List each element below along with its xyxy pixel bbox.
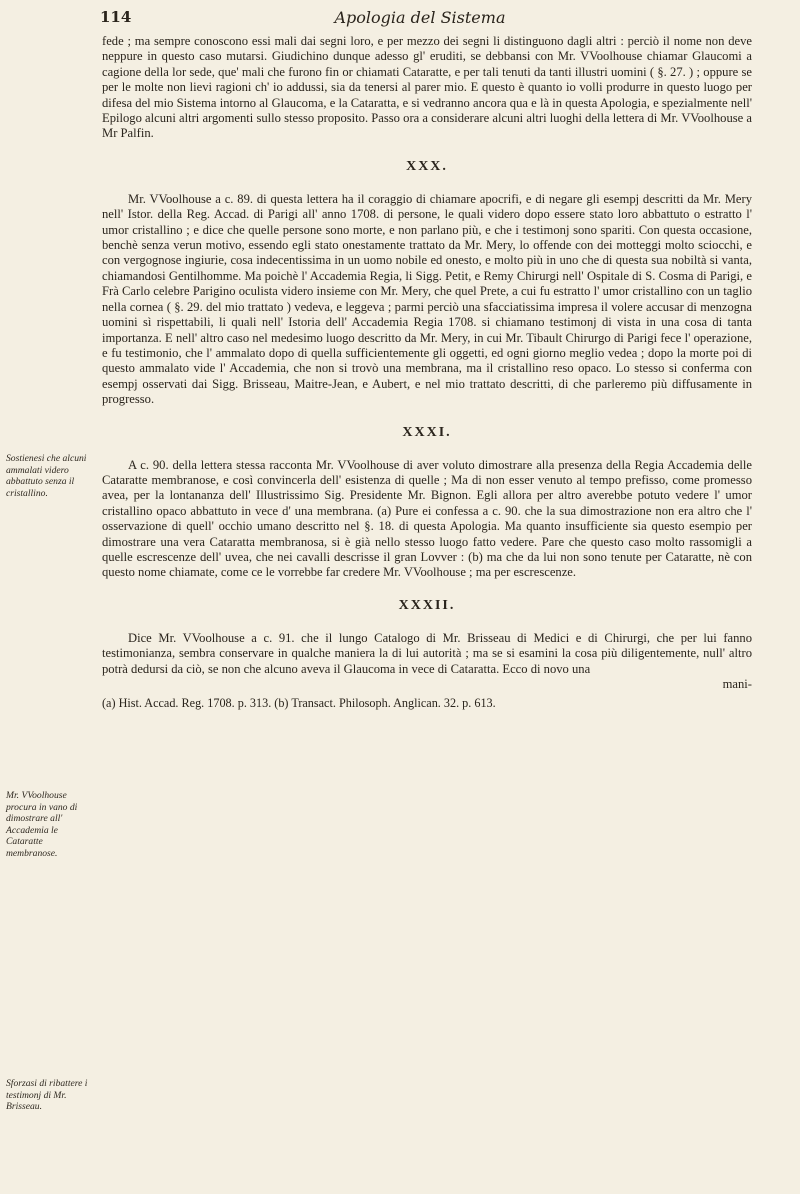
section-heading: XXXII. <box>398 597 456 613</box>
running-title: Apologia del Sistema <box>334 8 506 27</box>
catchword: mani- <box>722 677 752 691</box>
margin-note-1: Sostienesi che alcuni ammalati videro abbattuto senza il cristallino. <box>6 453 87 499</box>
page-number: 114 <box>100 8 132 26</box>
running-header <box>100 8 740 30</box>
paragraph: Dice Mr. VVoolhouse a c. 91. che il lungo Catalogo di Mr. Brisseau di Medici e di Chirurgi, che per lui fanno testimonianza, sembra conservare in qualche maniera la di lui autorità ; ma se si esamini la cosa più diligentemente, null' altro potrà dedursi da ciò, se non che alcuno aveva il Glaucoma in vece di Cataratta. Ecco di novo una <box>102 630 752 676</box>
section-heading: XXXI. <box>402 424 452 440</box>
page-body <box>102 34 752 723</box>
section-heading: XXX. <box>406 158 448 174</box>
paragraph: Mr. VVoolhouse a c. 89. di questa lettera ha il coraggio di chiamare apocrifi, e di negare gli esempj descritti da Mr. Mery nell' Istor. della Reg. Accad. di Parigi all' anno 1708. di persone, le quali videro dopo essere stato loro abbattuto o estratto l' umor cristallino ; e dice che quelle persone sono morte, e non parlano più, e che i testimonj sono spariti. Con questa occasione, benchè senza verun motivo, essendo egli stato onestamente trattato da Mr. Mery, lo offende con dei motteggi molto sciocchi, e con vergognose ingiurie, cosa indecentissima in un uomo nobile ed onesto, e molto più in uno che di questa sua nobiltà si vanta, chiamandosi Gentilhomme. Ma poichè l' Accademia Regia, li Sigg. Petit, e Remy Chirurgi nell' Ospitale di S. Cosma di Parigi, e Frà Carlo celebre Parigino oculista videro insieme con Mr. Mery, che quel Prete, a cui fu estratto l' umor cristallino con un taglio nella cornea ( §. 29. del mio trattato ) vedeva, e leggeva ; parmi perciò una sfacciatissima impresa il volere accusar di menzogna uomini sì rispettabili, li quali nell' Istoria dell' Accademia Regia 1708. si chiamano testimonj di vista in una cosa di tanta importanza. E nell' altro caso nel medesimo luogo descritto da Mr. Mery, in cui Mr. Tibault Chirurgo di Parigi fece l' operazione, e fu testimonio, che l' ammalato dopo di quella sufficientemente gli oggetti, ed ogni giorno meglio vedea ; dopo la morte poi di questo ammalato vide l' Accademia, che non si trovò una membrana, ma il cristallino reso opaco. Lo stesso si conferma con esempj osservati dai Sigg. Brisseau, Maitre-Jean, e Aubert, e nel mio trattato descritti, di che parleremo più diffusamente in progresso. <box>102 191 752 407</box>
footnotes: (a) Hist. Accad. Reg. 1708. p. 313. (b) Transact. Philosoph. Anglican. 32. p. 613. <box>102 696 496 710</box>
margin-note-3: Sforzasi di ribattere i testimonj di Mr. Brisseau. <box>6 1078 88 1113</box>
margin-note-2: Mr. VVoolhouse procura in vano di dimostrare all' Accademia le Cataratte membranose. <box>6 790 78 859</box>
paragraph: fede ; ma sempre conoscono essi mali dai segni loro, e per mezzo dei segni li distinguono dagli altri : perciò il nome non deve neppure in questo caso mutarsi. Giudichino dunque adesso gl' eruditi, se debbansi con Mr. VVoolhouse chiamar Glaucomi a cagione della lor sede, que' mali che furono fin or chiamati Cataratte, e per tali tenuti da tanti illustri uomini ( §. 27. ) ; oppure se per le molte non lievi ragioni ch' io addussi, sia da tenersi al parer mio. E questo è quanto io volli produrre in questo luogo per difesa del mio Sistema intorno al Glaucoma, e la Cataratta, e si vedranno ancora qua e là in questa Apologia, e spezialmente nell' Epilogo alcuni altri argomenti sullo stesso proposito. Passo ora a considerare alcuni altri luoghi della lettera di Mr. VVoolhouse a Mr Palfin. <box>102 34 752 141</box>
paragraph: A c. 90. della lettera stessa racconta Mr. VVoolhouse di aver voluto dimostrare alla presenza della Regia Accademia delle Cataratte membranose, e così convincerla dell' esistenza di quelle ; Ma di non esser venuto al tempo prefisso, come promesso avea, per la lontananza dell' Illustrissimo Sig. Presidente Mr. Bignon. Egli allora per altro averebbe potuto vedere l' umor cristallino opaco abbattuto in vece d' una membrana. (a) Pure ei confessa a c. 90. che la sua dimostrazione non era altro che l' osservazione di quell' occhio umano descritto nel §. 18. di questa Apologia. Ma quanto insufficiente sia questo esempio per dimostrare una vera Cataratta membranosa, si è già nello stesso luogo fatto vedere. Pare che questo caso molto rassomigli a quelle escrescenze dell' uvea, che nei cavalli descrisse il gran Lovver : (b) ma che da lui non sono tenute per Cataratte, nè con questo nome chiamate, come ce le vorrebbe far credere Mr. VVoolhouse ; ma per escrescenze. <box>102 457 752 580</box>
